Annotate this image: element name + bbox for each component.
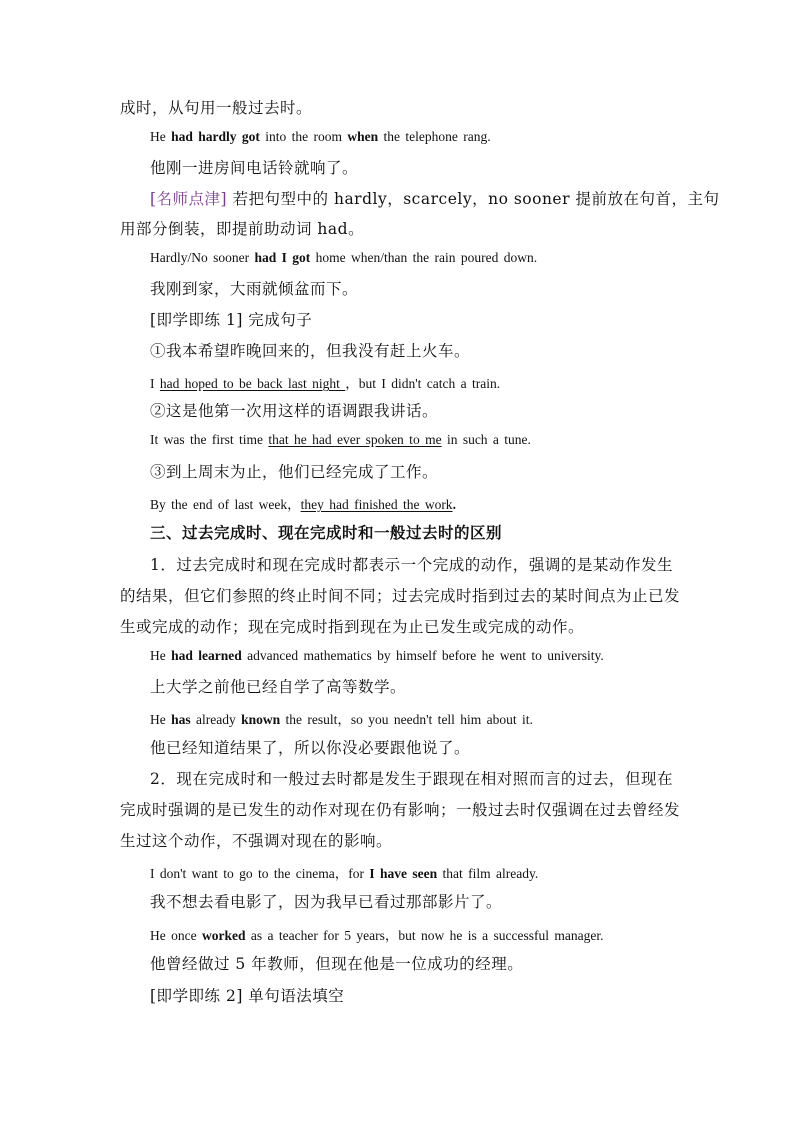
example-sentence: [150, 129, 491, 145]
paragraph-line: 生或完成的动作；现在完成时指到现在为止已发生或完成的动作。: [120, 618, 585, 636]
translation-line: 他已经知道结果了，所以你没必要跟他说了。: [150, 739, 471, 757]
translation-line: 他刚一进房间电话铃就响了。: [150, 159, 359, 177]
paragraph-line: 1．过去完成时和现在完成时都表示一个完成的动作，强调的是某动作发生: [150, 556, 673, 574]
translation-line: 我不想去看电影了，因为我早已看过那部影片了。: [150, 893, 503, 911]
text-run: .: [452, 497, 456, 512]
bold-run: had hardly got: [171, 129, 260, 144]
exercise-item: ②这是他第一次用这样的语调跟我讲话。: [150, 402, 439, 420]
text-run: By the end of last week，: [150, 497, 301, 512]
bold-run: I have seen: [369, 866, 438, 881]
text-run: in such a tune.: [441, 432, 531, 447]
text-run: It was the first time: [150, 432, 269, 447]
example-sentence: [150, 708, 533, 728]
answer-blank: that he had ever spoken to me: [268, 432, 442, 447]
exercise-heading: [即学即练 2] 单句语法填空: [150, 987, 345, 1005]
text-run: He: [150, 712, 172, 727]
text-run: the result，so you needn't tell him about it.: [280, 712, 533, 727]
answer-sentence: [150, 372, 500, 392]
answer-sentence: [150, 432, 531, 448]
paragraph-line: 2．现在完成时和一般过去时都是发生于跟现在相对照而言的过去，但现在: [150, 770, 673, 788]
example-sentence: [150, 924, 603, 944]
text-run: Hardly/No sooner: [150, 250, 255, 265]
example-sentence: [150, 648, 604, 664]
text-run: home when/than the rain poured down.: [310, 250, 538, 265]
example-sentence: [150, 250, 537, 266]
exercise-item: ③到上周末为止，他们已经完成了工作。: [150, 463, 439, 481]
example-sentence: [150, 862, 538, 882]
translation-line: 我刚到家，大雨就倾盆而下。: [150, 280, 359, 298]
answer-blank: they had finished the work: [300, 497, 453, 512]
exercise-heading: [即学即练 1] 完成句子: [150, 311, 313, 329]
paragraph-line: 生过这个动作，不强调对现在的影响。: [120, 832, 393, 850]
bold-run: had I got: [254, 250, 311, 265]
bold-run: had learned: [171, 648, 242, 663]
text-line: 成时，从句用一般过去时。: [120, 99, 313, 117]
text-run: He: [150, 648, 172, 663]
bold-run: known: [241, 712, 281, 727]
text-run: already: [190, 712, 242, 727]
text-run: ，but I didn't catch a train.: [345, 376, 501, 391]
text-run: the telephone rang.: [378, 129, 491, 144]
text-run: I: [150, 376, 160, 391]
text-run: 若把句型中的 hardly，scarcely，no sooner 提前放在句首，主句: [227, 190, 720, 208]
exercise-item: ①我本希望昨晚回来的，但我没有赶上火车。: [150, 342, 471, 360]
translation-line: 上大学之前他已经自学了高等数学。: [150, 678, 407, 696]
text-run: I don't want to go to the cinema，for: [150, 866, 370, 881]
text-run: as a teacher for 5 years，but now he is a successful manager.: [245, 928, 604, 943]
text-run: advanced mathematics by himself before he went to university.: [241, 648, 604, 663]
text-run: He once: [150, 928, 202, 943]
answer-blank: had hoped to be back last night: [159, 376, 346, 391]
paragraph-line: 的结果，但它们参照的终止时间不同；过去完成时指到过去的某时间点为止已发: [120, 587, 681, 605]
bold-run: when: [347, 129, 379, 144]
tip-line: [150, 187, 719, 209]
bold-run: worked: [201, 928, 246, 943]
section-heading: 三、过去完成时、现在完成时和一般过去时的区别: [150, 523, 503, 542]
text-run: He: [150, 129, 172, 144]
paragraph-line: 完成时强调的是已发生的动作对现在仍有影响；一般过去时仅强调在过去曾经发: [120, 801, 681, 819]
tip-tag: [名师点津]: [150, 190, 228, 208]
text-line: 用部分倒装，即提前助动词 had。: [120, 220, 365, 238]
text-run: into the room: [259, 129, 348, 144]
text-run: that film already.: [437, 866, 539, 881]
translation-line: 他曾经做过 5 年教师，但现在他是一位成功的经理。: [150, 955, 524, 973]
bold-run: has: [171, 712, 191, 727]
answer-sentence: [150, 493, 456, 513]
